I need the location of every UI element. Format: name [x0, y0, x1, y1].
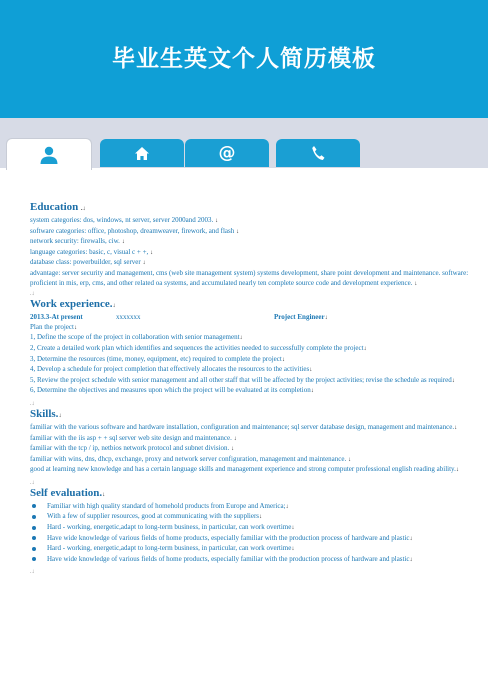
page-title: 毕业生英文个人简历模板: [112, 46, 376, 72]
paragraph-mark: .↓: [30, 479, 35, 486]
tab-email[interactable]: [185, 139, 269, 167]
tab-profile[interactable]: [6, 138, 92, 170]
list-item: With a few of supplier resources, good at communicating with the suppliers↓: [30, 512, 475, 523]
education-line: network security: firewalls, ciw. ↓: [30, 237, 125, 246]
work-section: [30, 298, 475, 397]
section-title-education: Education .↓: [30, 201, 86, 213]
work-position: Project Engineer↓: [274, 313, 328, 322]
phone-icon: [311, 145, 325, 161]
education-line: language categories: basic, c, visual c + +, ↓: [30, 247, 154, 256]
work-line: 4, Develop a schedule for project completion that effectively allocates the resources to the activities↓: [30, 365, 313, 374]
person-icon: [39, 145, 59, 165]
paragraph-mark: .↓: [30, 569, 35, 576]
education-line: database class: powerbuilder, sql server ↓: [30, 258, 146, 267]
work-line: Plan the project↓: [30, 322, 77, 331]
resume-content: [30, 201, 475, 576]
skills-line: familiar with the tcp / ip, netbios network protocol and subnet division. ↓: [30, 444, 235, 453]
list-item: Familiar with high quality standard of homehold products from Europe and America;↓: [30, 502, 475, 513]
education-section: [30, 201, 475, 289]
header-banner: [0, 0, 488, 118]
skills-line: familiar with wins, dns, dhcp, exchange, proxy and network server configuration, management and maintenance. ↓: [30, 454, 352, 463]
work-line: 3, Determine the resources (time, money, equipment, etc) required to complete the project↓: [30, 354, 285, 363]
work-line: 2, Create a detailed work plan which identifies and sequences the activities needed to successfully complete the project↓: [30, 343, 367, 352]
self-evaluation-section: [30, 487, 475, 566]
section-title-skills: Skills.↓: [30, 407, 62, 420]
self-evaluation-list: [30, 502, 475, 566]
section-title-work: Work experience.↓: [30, 298, 116, 311]
tab-phone[interactable]: [276, 139, 360, 167]
skills-section: [30, 408, 475, 476]
at-sign-icon: @: [218, 142, 236, 163]
education-line: advantage: server security and management, cms (web site management system) systems development, share point development and maintenance. software: proficient in mis, erp, cms, and other related oa systems, and accumulated nearly ten complete source code and development experience. ↓: [30, 268, 469, 287]
section-title-self-evaluation: Self evaluation.↓: [30, 486, 106, 499]
work-header-row: [30, 313, 475, 323]
tab-home[interactable]: [100, 139, 184, 167]
skills-line: familiar with the various software and hardware installation, configuration and maintenance; sql server database design, management and maintenance.↓: [30, 422, 458, 431]
list-item: Hard - working, energetic,adapt to long-term business, in particular, can work overtime↓: [30, 523, 475, 534]
skills-line: familiar with the iis asp + + sql server web site design and maintenance. ↓: [30, 433, 237, 442]
skills-line: good at learning new knowledge and has a certain language skills and management experience and strong computer professional english reading ability.↓: [30, 465, 459, 474]
work-company: xxxxxxx: [116, 313, 141, 322]
work-line: 6, Determine the objectives and measures upon which the project will be evaluated at its completion↓: [30, 386, 314, 395]
list-item: Hard - working, energetic,adapt to long-term business, in particular, can work overtime↓: [30, 544, 475, 555]
list-item: Have wide knowledge of various fields of home products, especially familiar with the production process of hardware and plastic↓: [30, 534, 475, 545]
list-item: Have wide knowledge of various fields of home products, especially familiar with the production process of hardware and plastic↓: [30, 555, 475, 566]
work-period: 2013.3-At present: [30, 313, 83, 322]
work-line: 1, Define the scope of the project in collaboration with senior management↓: [30, 333, 243, 342]
education-line: software categories: office, photoshop, dreamweaver, firework, and flash ↓: [30, 226, 240, 235]
paragraph-mark: .↓: [30, 400, 35, 407]
education-line: system categories: dos, windows, nt server, server 2000and 2003. ↓: [30, 216, 218, 224]
work-line: 5, Review the project schedule with senior management and all other staff that will be affected by the project activities; revise the schedule as required↓: [30, 375, 455, 384]
home-icon: [134, 146, 150, 161]
paragraph-mark: .↓: [30, 291, 35, 298]
